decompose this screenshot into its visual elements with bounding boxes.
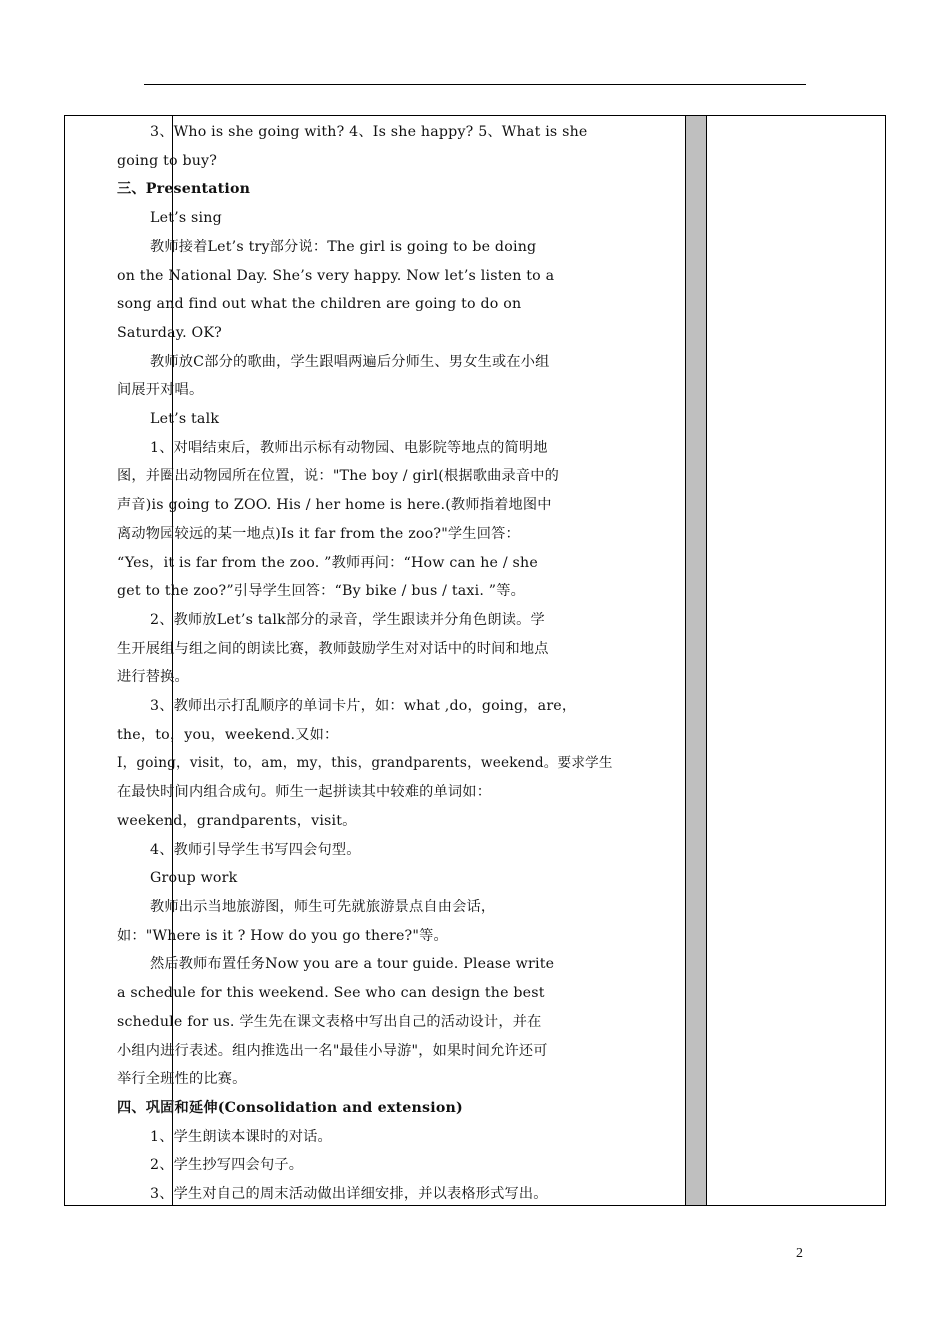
header-rule xyxy=(144,84,806,85)
text-line: 教师出示当地旅游图，师生可先就旅游景点自由会话， xyxy=(150,898,496,915)
text-line: 举行全班性的比赛。 xyxy=(117,1071,247,1088)
section-heading: 四、巩固和延伸(Consolidation and extension) xyxy=(117,1099,463,1116)
text-line: I，going，visit，to，am，my，this，grandparents，weekend。要求学生 xyxy=(117,755,613,772)
text-line: “Yes，it is far from the zoo. ”教师再问：“How can he / she xyxy=(117,554,538,571)
text-line: get to the zoo?”引导学生回答：“By bike / bus / taxi. ”等。 xyxy=(117,583,525,600)
page-number: 2 xyxy=(796,1246,803,1261)
text-line: 间展开对唱。 xyxy=(117,382,204,399)
text-line: Saturday. OK? xyxy=(117,324,222,341)
shaded-column xyxy=(685,116,707,1205)
text-line: 图，并圈出动物园所在位置，说："The boy / girl(根据歌曲录音中的 xyxy=(117,468,560,485)
text-line: 小组内进行表述。组内推选出一名"最佳小导游"，如果时间允许还可 xyxy=(117,1042,548,1059)
text-line: 1、学生朗读本课时的对话。 xyxy=(150,1128,332,1145)
text-line: 在最快时间内组合成句。师生一起拼读其中较难的单词如： xyxy=(117,784,492,801)
notes-column xyxy=(707,116,885,1205)
text-line: on the National Day. She’s very happy. Now let’s listen to a xyxy=(117,267,555,284)
text-line: 3、学生对自己的周末活动做出详细安排，并以表格形式写出。 xyxy=(150,1186,548,1203)
text-line: Group work xyxy=(150,870,238,887)
text-line: 然后教师布置任务Now you are a tour guide. Please write xyxy=(150,956,555,973)
text-line: Let’s talk xyxy=(150,411,220,428)
text-line: 3、Who is she going with? 4、Is she happy? 5、What is she xyxy=(150,124,588,140)
text-line: 1、对唱结束后，教师出示标有动物园、电影院等地点的简明地 xyxy=(150,439,548,456)
text-line: 2、教师放Let’s talk部分的录音，学生跟读并分角色朗读。学 xyxy=(150,611,545,628)
section-heading: 三、Presentation xyxy=(117,181,251,198)
lesson-content xyxy=(117,118,617,1209)
text-line: a schedule for this weekend. See who can design the best xyxy=(117,985,545,1002)
text-line: 离动物园较远的某一地点)Is it far from the zoo?"学生回答： xyxy=(117,525,520,542)
text-line: 4、教师引导学生书写四会句型。 xyxy=(150,841,361,858)
text-line: 教师接着Let’s try部分说：The girl is going to be doing xyxy=(150,238,537,255)
text-line: 2、学生抄写四会句子。 xyxy=(150,1157,304,1174)
text-line: going to buy? xyxy=(117,152,218,169)
text-line: schedule for us. 学生先在课文表格中写出自己的活动设计，并在 xyxy=(117,1013,542,1030)
text-line: 进行替换。 xyxy=(117,669,189,686)
text-line: 3、教师出示打乱顺序的单词卡片，如：what ,do，going，are， xyxy=(150,698,577,715)
text-line: Let’s sing xyxy=(150,210,222,227)
text-line: song and find out what the children are going to do on xyxy=(117,296,522,313)
text-line: weekend，grandparents，visit。 xyxy=(117,812,357,829)
text-line: 声音)is going to ZOO. His / her home is here.(教师指着地图中 xyxy=(117,497,552,514)
text-line: 如："Where is it ? How do you go there?"等。 xyxy=(117,927,448,944)
text-line: the，to，you，weekend.又如： xyxy=(117,726,339,743)
text-line: 生开展组与组之间的朗读比赛，教师鼓励学生对对话中的时间和地点 xyxy=(117,640,549,657)
text-line: 教师放C部分的歌曲，学生跟唱两遍后分师生、男女生或在小组 xyxy=(150,353,550,370)
